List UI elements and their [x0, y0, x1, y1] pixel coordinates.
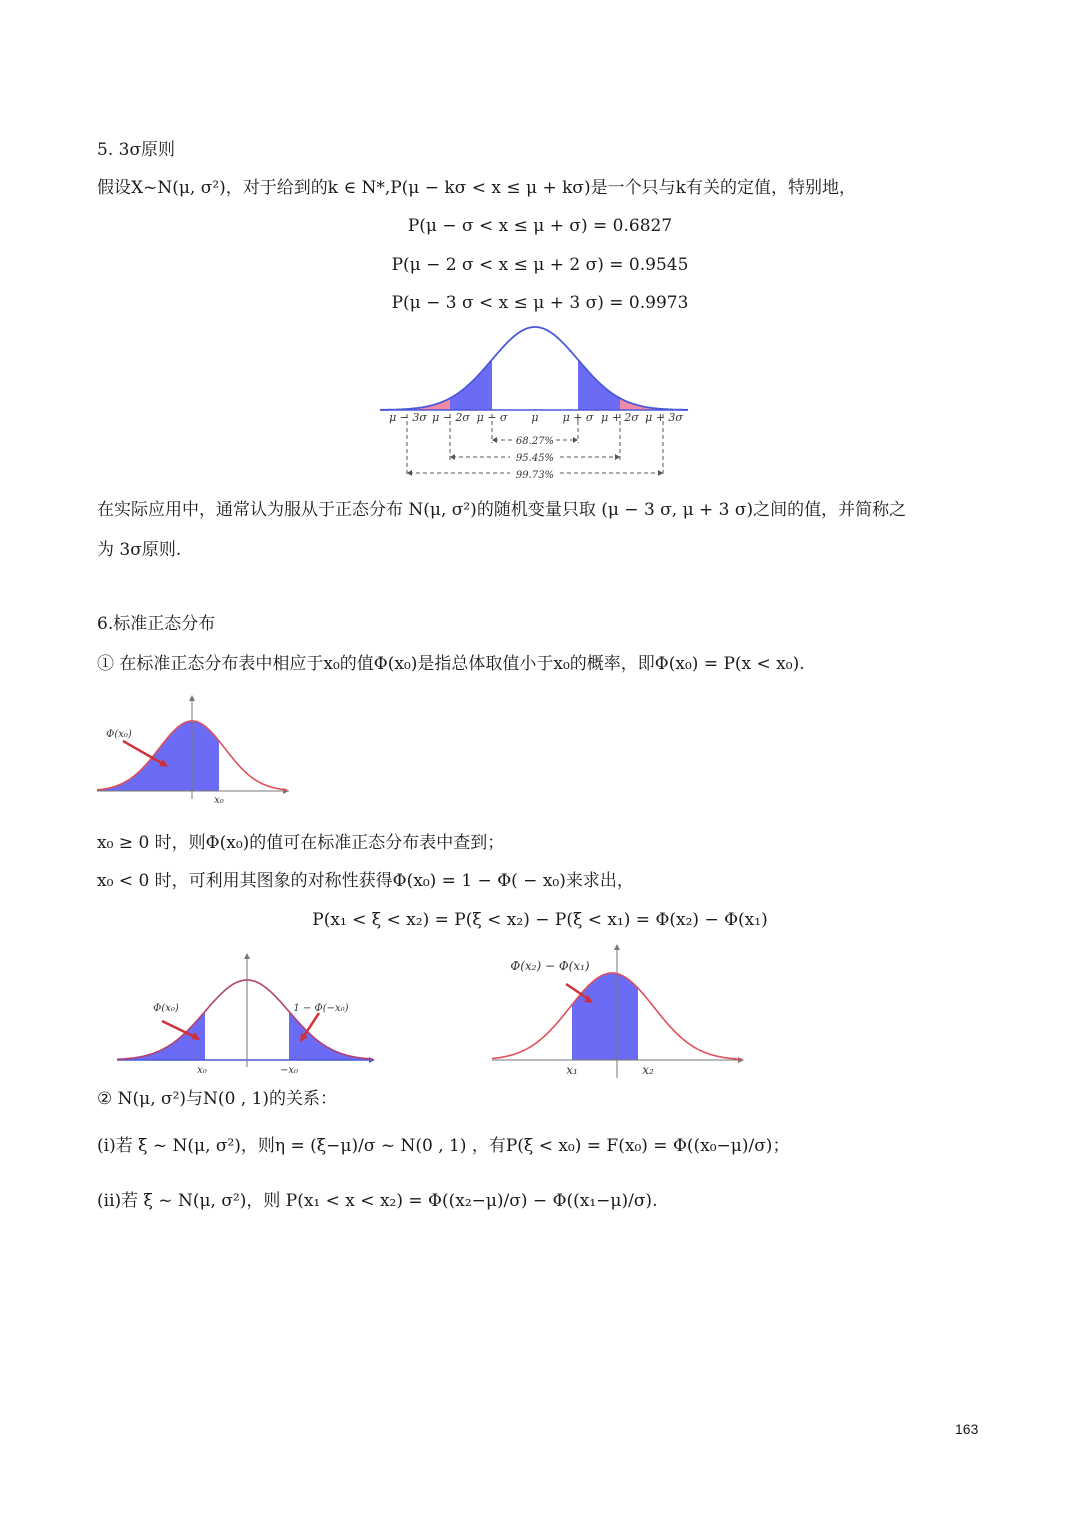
tick-mu-plus-3sigma: μ + 3σ [645, 411, 683, 424]
line-x0-positive: x₀ ≥ 0 时，则Φ(x₀)的值可在标准正态分布表中查到； [97, 833, 505, 853]
formula-1sigma: P(μ − σ < x ≤ μ + σ) = 0.6827 [407, 216, 673, 236]
relation-i: (i)若 ξ ~ N(μ, σ²)，则η = (ξ−μ)/σ ~ N(0 , 1) ，有P(ξ < x₀) = F(x₀) = Φ((x₀−μ)/σ)； [97, 1136, 790, 1156]
sym-neg-x0-tick: −x₀ [279, 1065, 299, 1076]
tick-mu-plus-2sigma: μ + 2σ [601, 411, 639, 424]
x2-tick: x₂ [642, 1063, 654, 1077]
x0-tick-label: x₀ [214, 795, 224, 806]
tick-mu: μ [531, 411, 539, 424]
tick-mu-minus-sigma: μ − σ [476, 411, 508, 424]
sym-phi-x0-label: Φ(x₀) [153, 1003, 179, 1014]
page-number: 163 [955, 1421, 979, 1437]
tick-mu-minus-2sigma: μ − 2σ [432, 411, 470, 424]
phi-x0-figure [95, 693, 295, 808]
tick-mu-minus-3sigma: μ − 3σ [389, 411, 427, 424]
section5-conclusion-1: 在实际应用中，通常认为服从于正态分布 N(μ, σ²)的随机变量只取 (μ − 3 σ, μ + 3 σ)之间的值，并简称之 [97, 500, 907, 520]
phi-x0-label: Φ(x₀) [106, 729, 132, 740]
x1-tick: x₁ [566, 1063, 578, 1077]
line-x0-negative: x₀ < 0 时，可利用其图象的对称性获得Φ(x₀) = 1 − Φ( − x₀)来求出， [97, 871, 634, 891]
interval-figure [490, 940, 750, 1080]
section6-item2: ② N(μ, σ²)与N(0 , 1)的关系： [97, 1089, 338, 1109]
relation-ii: (ii)若 ξ ~ N(μ, σ²)，则 P(x₁ < x < x₂) = Φ((x₂−μ)/σ) − Φ((x₁−μ)/σ). [97, 1191, 658, 1211]
interval-label: Φ(x₂) − Φ(x₁) [510, 959, 590, 973]
three-sigma-figure [380, 322, 690, 487]
formula-2sigma: P(μ − 2 σ < x ≤ μ + 2 σ) = 0.9545 [391, 255, 689, 275]
pct-95: 95.45% [515, 453, 555, 464]
section5-intro: 假设X~N(μ, σ²)，对于给到的k ∈ N*,P(μ − kσ < x ≤ μ + kσ)是一个只与k有关的定值，特别地， [97, 178, 856, 198]
pct-99: 99.73% [515, 470, 555, 481]
sym-one-minus-phi-label: 1 − Φ(−x₀) [293, 1003, 349, 1014]
formula-3sigma: P(μ − 3 σ < x ≤ μ + 3 σ) = 0.9973 [391, 293, 689, 313]
tick-mu-plus-sigma: μ + σ [562, 411, 594, 424]
section5-heading: 5. 3σ原则 [97, 140, 176, 160]
section5-conclusion-2: 为 3σ原则. [97, 540, 182, 560]
section6-item1: ① 在标准正态分布表中相应于x₀的值Φ(x₀)是指总体取值小于x₀的概率，即Φ(x₀) = P(x < x₀). [97, 654, 805, 674]
sym-x0-tick: x₀ [197, 1065, 207, 1076]
symmetry-figure [115, 947, 380, 1077]
section6-heading: 6.标准正态分布 [97, 614, 216, 634]
pct-68: 68.27% [515, 436, 555, 447]
formula-interval: P(x₁ < ξ < x₂) = P(ξ < x₂) − P(ξ < x₁) = Φ(x₂) − Φ(x₁) [312, 910, 768, 930]
